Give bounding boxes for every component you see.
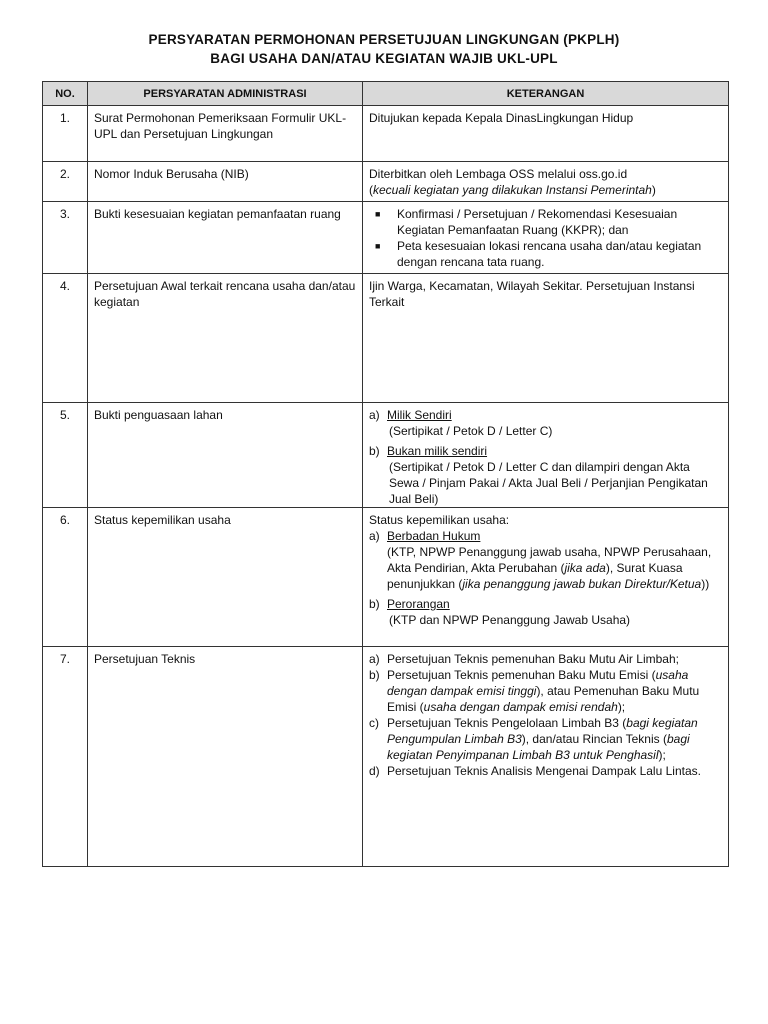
header-description: KETERANGAN	[363, 82, 729, 106]
description-intro: Status kepemilikan usaha:	[369, 513, 510, 527]
header-requirement: PERSYARATAN ADMINISTRASI	[88, 82, 363, 106]
list-item: b) Perorangan	[369, 597, 450, 611]
table-row	[43, 403, 729, 508]
requirements-table	[42, 81, 729, 867]
list-item-detail: (Sertipikat / Petok D / Letter C dan dilampiri dengan Akta Sewa / Pinjam Pakai / Akta Jual Beli / Perjanjian Pengikatan Jual Beli)	[389, 460, 708, 506]
table-row	[43, 106, 729, 162]
document-title-line-1: PERSYARATAN PERMOHONAN PERSETUJUAN LINGKUNGAN (PKPLH)	[148, 32, 620, 47]
list-item: a) Berbadan Hukum	[369, 529, 481, 543]
list-item-detail: (KTP, NPWP Penanggung jawab usaha, NPWP Perusahaan, Akta Pendirian, Akta Perubahan (jika ada), Surat Kuasa penunjukkan (jika penanggung jawab bukan Direktur/Ketua))	[387, 545, 712, 591]
row-description	[363, 647, 729, 867]
list-item: a) Milik Sendiri	[369, 408, 452, 422]
row-description: Ijin Warga, Kecamatan, Wilayah Sekitar. Persetujuan Instansi Terkait	[363, 274, 729, 403]
row-number: 5.	[43, 403, 88, 508]
bullet-item: ■ Konfirmasi / Persetujuan / Rekomendasi Kesesuaian Kegiatan Pemanfaatan Ruang (KKPR); dan	[375, 207, 678, 237]
document-title-line-2: BAGI USAHA DAN/ATAU KEGIATAN WAJIB UKL-UPL	[210, 51, 558, 66]
list-item: d) Persetujuan Teknis Analisis Mengenai Dampak Lalu Lintas.	[369, 764, 701, 778]
description-note: (kecuali kegiatan yang dilakukan Instansi Pemerintah)	[369, 183, 656, 197]
bullet-item: ■ Peta kesesuaian lokasi rencana usaha dan/atau kegiatan dengan rencana tata ruang.	[375, 239, 702, 269]
row-requirement: Status kepemilikan usaha	[88, 508, 363, 647]
row-number: 7.	[43, 647, 88, 867]
table-row	[43, 202, 729, 274]
row-number: 4.	[43, 274, 88, 403]
table-row	[43, 508, 729, 647]
row-requirement: Surat Permohonan Pemeriksaan Formulir UKL-UPL dan Persetujuan Lingkungan	[88, 106, 363, 162]
row-number: 2.	[43, 162, 88, 202]
row-description: Ditujukan kepada Kepala DinasLingkungan Hidup	[363, 106, 729, 162]
square-bullet-icon: ■	[375, 241, 381, 251]
list-item-detail: (Sertipikat / Petok D / Letter C)	[389, 424, 553, 438]
description-line: Diterbitkan oleh Lembaga OSS melalui oss.go.id	[369, 167, 628, 181]
list-item: b) Bukan milik sendiri	[369, 444, 488, 458]
table-header-row	[43, 82, 729, 106]
list-item: c) Persetujuan Teknis Pengelolaan Limbah B3 (bagi kegiatan Pengumpulan Limbah B3), dan/atau Rincian Teknis (bagi kegiatan Penyimpanan Limbah B3 untuk Penghasil);	[369, 716, 698, 762]
header-no: NO.	[43, 82, 88, 106]
row-description	[363, 403, 729, 508]
table-row	[43, 647, 729, 867]
square-bullet-icon: ■	[375, 209, 381, 219]
row-number: 3.	[43, 202, 88, 274]
row-description	[363, 202, 729, 274]
row-requirement: Bukti kesesuaian kegiatan pemanfaatan ruang	[88, 202, 363, 274]
row-requirement: Persetujuan Teknis	[88, 647, 363, 867]
list-item: b) Persetujuan Teknis pemenuhan Baku Mutu Emisi (usaha dengan dampak emisi tinggi), atau Pemenuhan Baku Mutu Emisi (usaha dengan dampak emisi rendah);	[369, 668, 700, 714]
table-row	[43, 274, 729, 403]
row-requirement: Nomor Induk Berusaha (NIB)	[88, 162, 363, 202]
row-number: 1.	[43, 106, 88, 162]
row-requirement: Persetujuan Awal terkait rencana usaha dan/atau kegiatan	[88, 274, 363, 403]
table-row	[43, 162, 729, 202]
list-item: a) Persetujuan Teknis pemenuhan Baku Mutu Air Limbah;	[369, 652, 679, 666]
row-description	[363, 162, 729, 202]
list-item-detail: (KTP dan NPWP Penanggung Jawab Usaha)	[389, 613, 631, 627]
row-requirement: Bukti penguasaan lahan	[88, 403, 363, 508]
row-description	[363, 508, 729, 647]
row-number: 6.	[43, 508, 88, 647]
